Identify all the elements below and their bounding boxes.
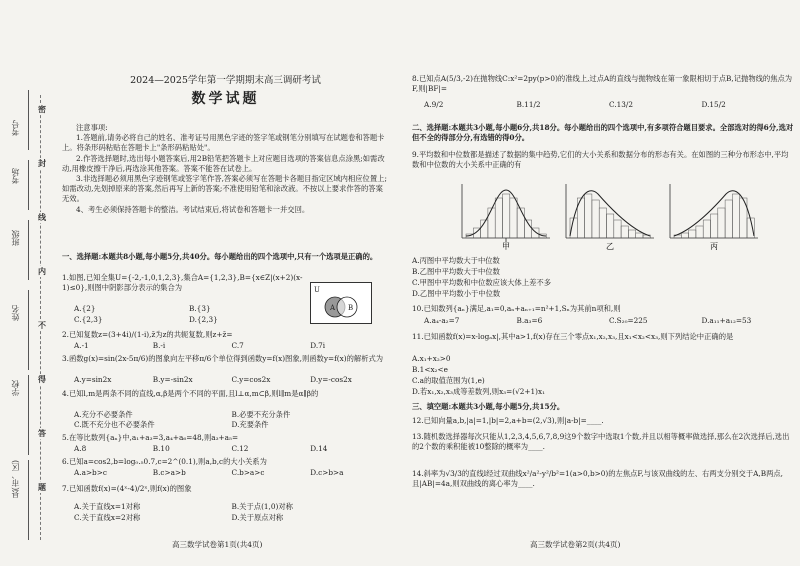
field-exam-room: 考场 <box>11 168 20 184</box>
field-line <box>28 90 29 150</box>
histogram-bar <box>696 226 703 238</box>
question-11: 11.已知函数f(x)=x-logₐx|,其中a>1,f(x)存在三个零点x₁,x₂,x₃,且x₁<x₂<x₃,则下列结论中正确的是 <box>412 332 734 341</box>
question-2-options <box>62 341 389 351</box>
venn-diagram <box>310 282 372 324</box>
instruction-1: 1.答题前,请务必将自己的姓名、准考证号用黑色字迹的签字笔或钢笔分别填写在试题卷和答题卡上。将条形码粘贴在答题卡上"条形码粘贴处"。 <box>62 133 385 153</box>
field-line <box>28 220 29 280</box>
question-9-option-c: C.甲图中平均数和中位数应该大体上差不多 <box>412 278 551 287</box>
option-d: D.c>b>a <box>310 468 344 477</box>
option-b: B.{3} <box>189 304 211 313</box>
seal-char: 密 <box>38 104 46 114</box>
question-8-options <box>412 100 794 110</box>
instructions <box>62 123 389 215</box>
option-a: A.{2} <box>74 304 96 313</box>
question-10-options <box>412 316 794 326</box>
histogram-bar <box>607 214 614 238</box>
histogram-bar <box>732 194 739 238</box>
option-a: A.a>b>c <box>74 468 107 477</box>
histogram-bar <box>599 208 606 238</box>
histogram-bar <box>703 220 710 238</box>
question-5: 5.在等比数列{aₙ}中,a₁+a₃=3,a₄+a₆=48,则a₃+a₅= <box>62 433 239 442</box>
question-5-options <box>62 444 389 454</box>
question-6: 6.已知a=cos2,b=log₀.₅0.7,c=2^(0.1),则a,b,c的大小关系为 <box>62 457 267 466</box>
question-1: 1.如图,已知全集U={-2,-1,0,1,2,3},集合A={1,2,3},B={x∈Z|(x+2)(x-1)≤0},则图中阴影部分表示的集合为 <box>62 273 303 293</box>
field-exam-number: 考号 <box>11 120 20 136</box>
histogram-bar <box>636 233 643 238</box>
field-name: 姓名 <box>11 305 20 321</box>
question-11-option-d: D.若x₁,x₂,x₃成等差数列,则x₃=(√2+1)x₁ <box>412 387 546 396</box>
seal-char: 封 <box>38 158 46 168</box>
chart-label-jia: 甲 <box>502 242 510 250</box>
exam-title: 2024—2025学年第一学期期末高三调研考试 <box>130 75 321 86</box>
option-c: C.12 <box>231 444 249 453</box>
section-2-heading: 二、选择题:本题共3小题,每小题6分,共18分。每小题给出的四个选项中,有多项符合题目要求。全部选对的得6分,选对但不全的得部分分,有选错的得0分。 <box>412 123 794 143</box>
histogram-bar <box>585 194 592 238</box>
histogram-bar <box>628 230 635 238</box>
instructions-heading: 注意事项: <box>76 123 108 132</box>
question-8: 8.已知点A(5/3,-2)在抛物线C:x²=2py(p>0)的准线上,过点A的直线与抛物线在第一象限相切于点B,记抛物线的焦点为F,则|BF|= <box>412 74 793 94</box>
option-a: A.8 <box>74 444 87 453</box>
option-d: D.{2,3} <box>189 315 218 324</box>
option-a: A.9/2 <box>424 100 444 109</box>
seal-char: 得 <box>38 374 46 384</box>
venn-label-a: A <box>330 304 336 312</box>
option-c: C.{2,3} <box>74 315 103 324</box>
option-c: C.13/2 <box>609 100 634 109</box>
option-c: C.b>a>c <box>231 468 265 477</box>
chart-label-bing: 丙 <box>710 242 718 250</box>
histogram-bar <box>592 200 599 238</box>
question-14: 14.斜率为√3/3的直线l经过双曲线x²/a²-y²/b²=1(a>0,b>0)的左焦点F,与该双曲线的左、右两支分别交于A,B两点,且|AB|=4a,则双曲线的离心率为____. <box>412 469 783 489</box>
question-7-options <box>62 502 389 512</box>
field-school: 学校 <box>11 380 20 396</box>
venn-label-b: B <box>348 304 354 312</box>
distribution-charts <box>458 180 758 250</box>
option-a: A.y=sin2x <box>74 375 112 384</box>
option-c: C.既不充分也不必要条件 <box>74 420 155 429</box>
seal-char: 线 <box>38 212 46 222</box>
option-d: D.14 <box>310 444 328 453</box>
histogram-bar <box>711 214 718 238</box>
page-footer: 高三数学试卷第1页(共4页) <box>172 540 263 549</box>
option-d: D.y=-cos2x <box>310 375 352 384</box>
question-2: 2.已知复数z=(3+4i)/(1-i),z̄为z的共轭复数,则z+z̄= <box>62 330 233 339</box>
seal-char: 答 <box>38 428 46 438</box>
page-footer: 高三数学试卷第2页(共4页) <box>530 540 621 549</box>
field-class: 班级 <box>11 230 20 246</box>
question-9: 9.平均数和中位数都是描述了数据的集中趋势,它们的大小关系和数据分布的形态有关。在如图的三种分布形态中,平均数和中位数的大小关系中正确的有 <box>412 150 789 170</box>
question-9-option-a: A.丙图中平均数大于中位数 <box>412 256 500 265</box>
field-line <box>28 290 29 370</box>
histogram-bar <box>689 230 696 238</box>
seal-char: 内 <box>38 266 46 276</box>
question-4-options-2 <box>62 420 389 430</box>
venn-label-u: U <box>314 286 320 294</box>
question-3: 3.函数g(x)=sin(2x-5π/6)的图象向左平移π/6个单位得到函数y=f(x)图象,则函数y=f(x)的解析式为 <box>62 354 384 363</box>
question-12: 12.已知向量a,b,|a|=1,|b|=2,a+b=(2,√3),则|a-b|=____. <box>412 416 604 425</box>
chart-yi <box>566 184 654 250</box>
option-c: C.7 <box>231 341 244 350</box>
option-b: B.10 <box>152 444 170 453</box>
option-a: A.a₄-a₂=7 <box>424 316 460 325</box>
chart-label-yi: 乙 <box>606 242 614 250</box>
seal-char: 不 <box>38 320 46 330</box>
question-7-options-2 <box>62 513 389 523</box>
histogram-bar <box>621 226 628 238</box>
option-d: D.充要条件 <box>231 420 269 429</box>
question-4-options <box>62 410 389 420</box>
question-3-options <box>62 375 389 385</box>
option-b: B.-i <box>152 341 166 350</box>
histogram-bar <box>488 208 495 238</box>
question-11-option-c: C.a的取值范围为(1,e) <box>412 376 485 385</box>
question-7: 7.已知函数f(x)=(4ˣ-4)/2ˣ,则f(x)的图象 <box>62 484 192 493</box>
option-a: A.充分不必要条件 <box>74 410 133 419</box>
distribution-charts-svg <box>458 180 758 250</box>
chart-bing <box>670 184 758 250</box>
histogram-bar <box>681 233 688 238</box>
option-d: D.a₁₁+a₁₂=53 <box>701 316 752 325</box>
question-13: 13.随机数选择器每次只能从1,2,3,4,5,6,7,8,9这9个数字中选取1个数,并且以相等概率做选择,那么在2次选择后,选出的2个数的乘积能被10整除的概率为____. <box>412 432 790 452</box>
seal-char: 题 <box>38 482 46 492</box>
question-10: 10.已知数列{aₙ}满足,a₁=0,aₙ+aₙ₊₁=n²+1,Sₙ为其前n项和,则 <box>412 304 621 313</box>
question-6-options <box>62 468 389 478</box>
option-c: C.S₂₀=225 <box>609 316 648 325</box>
option-d: D.15/2 <box>701 100 726 109</box>
field-district: 县(市、区) <box>11 460 20 499</box>
field-line <box>28 160 29 210</box>
option-a: A.关于直线x=1对称 <box>74 502 141 511</box>
section-1-heading: 一、选择题:本题共8小题,每小题5分,共40分。每小题给出的四个选项中,只有一个选项是正确的。 <box>62 252 378 261</box>
instruction-4: 4、考生必须保持答题卡的整洁。考试结束后,将试卷和答题卡一并交回。 <box>76 204 310 214</box>
option-d: D.7i <box>310 341 326 350</box>
option-b: B.必要不充分条件 <box>231 410 291 419</box>
question-11-option-b: B.1<x₂<e <box>412 365 448 374</box>
histogram-bar <box>718 208 725 238</box>
field-line <box>28 460 29 540</box>
question-1-options-2 <box>62 315 304 325</box>
option-b: B.c>a>b <box>152 468 186 477</box>
question-9-option-b: B.乙图中平均数大于中位数 <box>412 267 500 276</box>
chart-jia <box>462 184 550 250</box>
histogram-bar <box>725 200 732 238</box>
option-b: B.11/2 <box>516 100 541 109</box>
histogram-bar <box>614 220 621 238</box>
field-line <box>28 375 29 455</box>
option-c: C.y=cos2x <box>231 375 271 384</box>
question-9-option-d: D.乙图中平均数小于中位数 <box>412 289 501 298</box>
option-b: B.关于点(1,0)对称 <box>231 502 293 511</box>
question-1-options <box>62 304 304 314</box>
option-b: B.y=-sin2x <box>152 375 193 384</box>
subject-title: 数学试题 <box>191 91 260 107</box>
instruction-3: 3.非选择题必须用黑色字迹钢笔或签字笔作答,答案必须写在答题卡各题目指定区域内相应位置上;如需改动,先划掉原来的答案,然后再写上新的答案;不准使用铅笔和涂改液。不按以上要求作答的答案无效。 <box>62 174 387 204</box>
section-3-heading: 三、填空题:本题共3小题,每小题5分,共15分。 <box>412 402 565 411</box>
question-4: 4.已知l,m是两条不同的直线,α,β是两个不同的平面,且l⊥α,m⊂β,则l∥m是α∥β的 <box>62 389 319 398</box>
histogram-bar <box>510 198 517 238</box>
instruction-2: 2.作答选择题时,选出每小题答案后,用2B铅笔把答题卡上对应题目选项的答案信息点涂黑;如需改动,用橡皮擦干净后,再选涂其他答案。答案不能答在试卷上。 <box>62 153 385 173</box>
histogram-bar <box>503 194 510 238</box>
histogram-bar <box>495 198 502 238</box>
option-c: C.关于直线x=2对称 <box>74 513 141 522</box>
option-a: A.-1 <box>74 341 89 350</box>
option-d: D.关于原点对称 <box>231 513 284 522</box>
histogram-bar <box>517 208 524 238</box>
question-11-option-a: A.x₁+x₂>0 <box>412 354 451 363</box>
option-b: B.a₃=6 <box>516 316 543 325</box>
